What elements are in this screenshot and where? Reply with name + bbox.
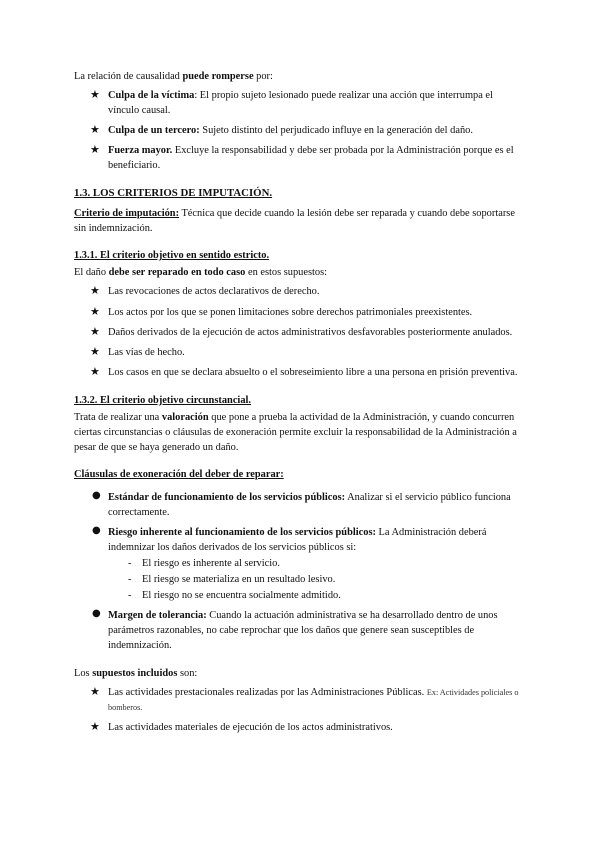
- rupture-list: [90, 88, 526, 173]
- list-item: ★ Las vías de hecho.: [90, 344, 185, 358]
- list-item: ★ Las actividades materiales de ejecución de los actos administrativos.: [90, 720, 393, 734]
- bullet-icon: ●: [92, 607, 101, 619]
- list-item: - El riesgo es inherente al servicio.: [128, 556, 526, 571]
- clauses-list: [90, 490, 526, 653]
- included-cases-list: [90, 685, 526, 735]
- list-item: ★ Las actividades prestacionales realizadas por las Administraciones Públicas. Ex: Actividades policiales o bomberos.: [90, 685, 519, 713]
- list-item: ★ Culpa de un tercero: Sujeto distinto del perjudicado influye en la generación del daño.: [90, 123, 473, 137]
- star-icon: ★: [90, 720, 100, 734]
- list-item: ★ Los actos por los que se ponen limitaciones sobre derechos patrimoniales preexistentes.: [90, 304, 473, 318]
- dash-icon: -: [128, 557, 132, 569]
- strict-criterion-intro: El daño debe ser reparado en todo caso en estos supuestos:: [74, 267, 328, 279]
- star-icon: ★: [90, 685, 100, 699]
- star-icon: ★: [90, 143, 100, 157]
- included-cases-intro: Los supuestos incluidos son:: [74, 667, 198, 679]
- dash-icon: -: [128, 573, 132, 585]
- list-item: ★ Los casos en que se declara absuelto o el sobreseimiento libre a una persona en prisión preventiva.: [90, 364, 518, 378]
- bullet-icon: ●: [92, 525, 101, 537]
- strict-criterion-list: [90, 284, 526, 379]
- star-icon: ★: [90, 344, 100, 358]
- dash-icon: -: [128, 589, 132, 601]
- section-heading-1-3-1: 1.3.1. El criterio objetivo en sentido estricto.: [74, 250, 270, 262]
- star-icon: ★: [90, 284, 100, 298]
- star-icon: ★: [90, 364, 100, 378]
- document-content: [74, 69, 526, 740]
- circumstantial-criterion-paragraph: Trata de realizar una valoración que pone a prueba la actividad de la Administración, y cuando concurren ciertas circunstancias o cláusulas de exoneración permite excluir la responsabilidad de la Administración a pesar de que se haya generado un daño.: [74, 411, 517, 454]
- star-icon: ★: [90, 304, 100, 318]
- imputation-definition: Criterio de imputación: Técnica que decide cuando la lesión debe ser reparada y cuando debe soportarse sin indemnización.: [74, 208, 515, 235]
- list-item: ★ Culpa de la víctima: El propio sujeto lesionado puede realizar una acción que interrumpa el vínculo causal.: [90, 88, 493, 117]
- list-item: ★ Fuerza mayor. Excluye la responsabilidad y debe ser probada por la Administración porque es el beneficiario.: [90, 143, 514, 172]
- list-item: - El riesgo no se encuentra socialmente admitido.: [128, 588, 526, 603]
- list-item: ★ Las revocaciones de actos declarativos de derecho.: [90, 284, 320, 298]
- star-icon: ★: [90, 88, 100, 102]
- list-item: ● Margen de tolerancia: Cuando la actuación administrativa se ha desarrollado dentro de unos parámetros razonables, no cabe reprochar que los daños que genere sean susceptibles de indemnización.: [92, 607, 498, 651]
- list-item: ● Estándar de funcionamiento de los servicios públicos: Analizar si el servicio público funciona correctamente.: [92, 490, 511, 519]
- list-item: - El riesgo se materializa en un resultado lesivo.: [128, 572, 526, 587]
- risk-conditions-list: [128, 556, 526, 603]
- list-item: ● Riesgo inherente al funcionamiento de los servicios públicos: La Administración deberá indemnizar los daños derivados de los servicios públicos si: - El riesgo es inherente al servicio. - El riesgo se materializa en un resultado lesivo. - El riesgo no se encuentra socialmente admitido.: [90, 525, 526, 602]
- star-icon: ★: [90, 123, 100, 137]
- section-heading-1-3-2: 1.3.2. El criterio objetivo circunstancial.: [74, 394, 251, 406]
- star-icon: ★: [90, 324, 100, 338]
- causality-intro: La relación de causalidad puede romperse por:: [74, 71, 273, 82]
- clauses-heading: Cláusulas de exoneración del deber de reparar:: [74, 469, 284, 481]
- bullet-icon: ●: [92, 490, 101, 502]
- section-heading-1-3: 1.3. LOS CRITERIOS DE IMPUTACIÓN.: [74, 187, 273, 200]
- list-item: ★ Daños derivados de la ejecución de actos administrativos desfavorables posteriormente anulados.: [90, 324, 513, 338]
